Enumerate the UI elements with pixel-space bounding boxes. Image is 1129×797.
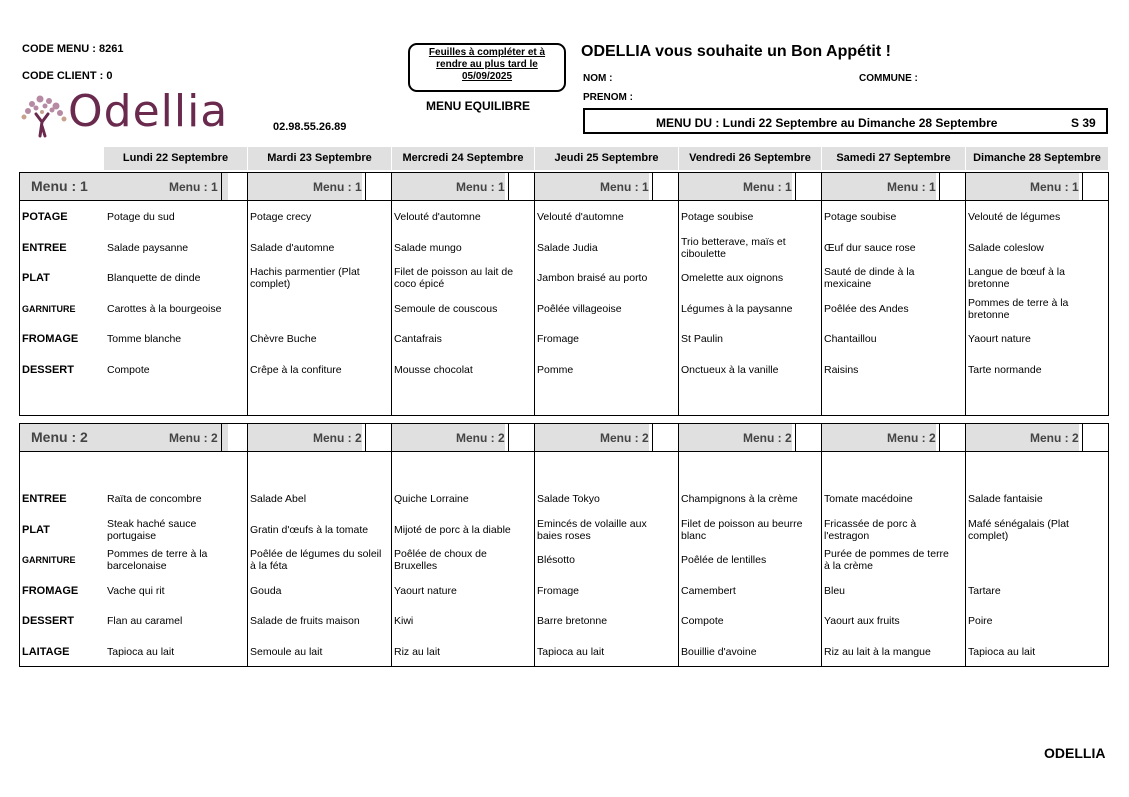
meal-cell [968, 242, 1104, 254]
meal-cell-line: Pommes de terre à la [107, 548, 208, 560]
meal-cell [681, 236, 817, 260]
meal-cell [394, 493, 530, 505]
meal-cell-line: Riz au lait [394, 645, 441, 658]
meal-cell-line: Blésotto [537, 554, 575, 566]
notice-line-2: rendre au plus tard le [436, 59, 538, 70]
day-menu-label: Menu : 1 [313, 180, 362, 194]
day-menu-label: Menu : 2 [169, 431, 218, 445]
meal-cell [537, 364, 673, 376]
meal-cell-line: Yaourt nature [968, 333, 1031, 345]
meal-cell [681, 493, 817, 505]
meal-cell-line: Bruxelles [394, 560, 438, 572]
meal-cell [394, 364, 530, 376]
meal-cell-line: Filet de poisson au lait de [394, 266, 514, 278]
meal-cell-line: Langue de bœuf à la [968, 266, 1065, 278]
meal-cell-line: Fromage [537, 333, 580, 345]
meal-cell-line: Filet de poisson au beurre [681, 517, 803, 530]
day-menu-label: Menu : 1 [743, 180, 792, 194]
meal-cell-line: baies roses [537, 529, 591, 542]
meal-cell-line: Raisins [824, 363, 859, 376]
meal-cell [824, 646, 960, 658]
day-menu-divider [508, 424, 509, 451]
category-label: FROMAGE [22, 584, 79, 597]
meal-cell-line: Velouté de légumes [968, 211, 1061, 223]
meal-cell [968, 615, 1104, 627]
meal-cell-line: Camembert [681, 584, 736, 597]
meal-cell [107, 615, 243, 627]
meal-cell [681, 646, 817, 658]
meal-cell-line: Yaourt aux fruits [824, 615, 900, 627]
meal-cell [824, 303, 960, 315]
day-menu-divider [1082, 424, 1083, 451]
meal-cell-line: Onctueux à la vanille [681, 363, 779, 376]
meal-cell-line: coco épicé [394, 278, 445, 290]
meal-cell-line: Barre bretonne [537, 615, 608, 627]
meal-cell-line: barcelonaise [107, 560, 167, 572]
footer-brand: ODELLIA [1044, 745, 1106, 761]
meal-cell-line: complet) [250, 278, 291, 290]
meal-cell-line: Tomate macédoine [824, 493, 913, 505]
meal-cell-line: Poêlée des Andes [824, 302, 909, 315]
deadline-notice [408, 43, 566, 92]
meal-cell [394, 524, 530, 536]
meal-cell-line: Gouda [250, 584, 282, 597]
meal-cell [681, 554, 817, 566]
meal-cell-line: Salade mungo [394, 241, 462, 254]
meal-cell [681, 364, 817, 376]
column-divider [391, 172, 392, 416]
meal-cell-line: Hachis parmentier (Plat [250, 266, 360, 278]
meal-cell-line: Velouté d'automne [394, 211, 481, 223]
day-menu-divider [795, 173, 796, 200]
meal-cell [394, 615, 530, 627]
company-logo: Odellia [68, 86, 229, 137]
column-divider [391, 423, 392, 667]
meal-cell-line: Kiwi [394, 615, 414, 627]
meal-cell [537, 585, 673, 597]
meal-cell-line: bretonne [968, 308, 1010, 321]
code-menu [22, 43, 124, 55]
menu-period [583, 108, 1108, 134]
meal-cell-line: Potage crecy [250, 211, 312, 223]
day-menu-label: Menu : 2 [887, 431, 936, 445]
meal-cell-line: portugaise [107, 529, 157, 542]
meal-cell [681, 615, 817, 627]
meal-cell-line: Compote [107, 363, 150, 376]
day-menu-label: Menu : 1 [456, 180, 505, 194]
meal-cell [537, 493, 673, 505]
meal-cell-line: Chèvre Buche [250, 333, 317, 345]
meal-cell [107, 333, 243, 345]
meal-cell [394, 646, 530, 658]
meal-cell-line: Flan au caramel [107, 615, 183, 627]
meal-cell-line: Poêlée de légumes du soleil [250, 548, 382, 560]
meal-cell-line: Omelette aux oignons [681, 272, 784, 284]
category-label: FROMAGE [22, 333, 79, 345]
day-menu-divider [652, 424, 653, 451]
code-menu-value: 8261 [99, 43, 124, 55]
meal-cell-line: Tapioca au lait [968, 645, 1036, 658]
meal-cell [537, 554, 673, 566]
day-header: Samedi 27 Septembre [821, 147, 965, 170]
meal-cell [394, 333, 530, 345]
greeting: ODELLIA vous souhaite un Bon Appétit ! [581, 43, 891, 60]
meal-cell-line: Légumes à la paysanne [681, 302, 793, 315]
meal-cell [537, 211, 673, 223]
meal-cell-line: Quiche Lorraine [394, 493, 469, 505]
meal-cell-line: Salade paysanne [107, 241, 189, 254]
column-divider [678, 423, 679, 667]
category-label: PLAT [22, 272, 50, 284]
menu-header-divider [19, 451, 1109, 452]
meal-cell [968, 518, 1104, 542]
meal-cell-line: Chantaillou [824, 333, 877, 345]
meal-cell-line: Tapioca au lait [537, 645, 605, 658]
column-divider [534, 172, 535, 416]
meal-cell [107, 272, 243, 284]
day-menu-divider [221, 424, 222, 451]
meal-cell-line: Œuf dur sauce rose [824, 241, 916, 254]
meal-cell-line: Purée de pommes de terre [824, 548, 949, 560]
prenom-label: PRENOM : [583, 92, 633, 103]
day-menu-label: Menu : 2 [313, 431, 362, 445]
meal-cell-line: Potage soubise [824, 211, 897, 223]
meal-cell [968, 364, 1104, 376]
day-menu-divider [939, 424, 940, 451]
meal-cell [537, 646, 673, 658]
meal-cell [824, 518, 960, 542]
meal-cell [824, 615, 960, 627]
meal-cell-line: l'estragon [824, 529, 870, 542]
tree-logo-icon [18, 92, 70, 138]
meal-cell-line: bretonne [968, 278, 1010, 290]
meal-cell-line: Poêlée villageoise [537, 302, 622, 315]
meal-cell [394, 242, 530, 254]
meal-cell [537, 242, 673, 254]
menu-title: Menu : 2 [31, 429, 88, 445]
day-menu-label: Menu : 2 [600, 431, 649, 445]
meal-cell [107, 303, 243, 315]
meal-cell [250, 266, 386, 290]
notice-line-1: Feuilles à compléter et à [428, 47, 546, 58]
meal-cell [537, 615, 673, 627]
menu-header-divider [19, 200, 1109, 201]
meal-cell-line: mexicaine [824, 278, 872, 290]
code-client [22, 70, 112, 82]
meal-cell [824, 493, 960, 505]
category-label: ENTREE [22, 493, 67, 505]
day-menu-divider [1082, 173, 1083, 200]
code-client-label: CODE CLIENT : [22, 70, 104, 82]
meal-cell-line: Poêlée de lentilles [681, 554, 767, 566]
column-divider [965, 423, 966, 667]
meal-cell [250, 333, 386, 345]
meal-cell-line: Salade d'automne [250, 241, 335, 254]
category-label: DESSERT [22, 615, 74, 627]
day-header: Lundi 22 Septembre [104, 147, 247, 170]
meal-cell-line: Sauté de dinde à la [824, 266, 915, 278]
meal-cell [824, 211, 960, 223]
meal-cell [824, 333, 960, 345]
meal-cell-line: à la féta [250, 560, 288, 572]
meal-cell [107, 646, 243, 658]
meal-cell-line: Semoule au lait [250, 645, 323, 658]
meal-cell-line: Velouté d'automne [537, 211, 624, 223]
meal-cell-line: Mafé sénégalais (Plat [968, 517, 1069, 530]
meal-cell [681, 211, 817, 223]
meal-cell [968, 297, 1104, 321]
meal-cell [250, 548, 386, 572]
meal-cell [681, 303, 817, 315]
category-label: DESSERT [22, 363, 74, 376]
meal-cell [681, 585, 817, 597]
meal-cell [968, 646, 1104, 658]
meal-cell [250, 615, 386, 627]
day-menu-label: Menu : 1 [1030, 180, 1079, 194]
category-label: POTAGE [22, 211, 68, 223]
meal-cell [107, 211, 243, 223]
meal-cell-line: Bleu [824, 584, 846, 597]
meal-cell-line: Potage du sud [107, 211, 175, 223]
meal-cell-line: Gratin d'œufs à la tomate [250, 523, 369, 536]
meal-cell [107, 364, 243, 376]
meal-cell [250, 585, 386, 597]
category-label: ENTREE [22, 241, 67, 254]
meal-cell [107, 548, 243, 572]
menu-block [19, 172, 1109, 416]
meal-cell [107, 585, 243, 597]
meal-cell [394, 266, 530, 290]
meal-cell [681, 272, 817, 284]
meal-cell-line: ciboulette [681, 247, 726, 260]
column-divider [821, 172, 822, 416]
meal-cell [250, 364, 386, 376]
meal-cell-line: Champignons à la crème [681, 493, 798, 505]
meal-cell-line: Salade Judia [537, 241, 598, 254]
meal-cell-line: Pommes de terre à la [968, 296, 1069, 309]
meal-cell-line: Yaourt nature [394, 584, 457, 597]
meal-cell-line: Steak haché sauce [107, 517, 197, 530]
meal-cell [107, 242, 243, 254]
meal-cell-line: Tartare [968, 584, 1001, 597]
day-menu-divider [365, 173, 366, 200]
category-label: LAITAGE [22, 645, 70, 658]
day-header: Mardi 23 Septembre [247, 147, 391, 170]
menu-title: Menu : 1 [31, 178, 88, 194]
meal-cell-line: à la crème [824, 560, 874, 572]
meal-cell-line: Tomme blanche [107, 333, 182, 345]
day-menu-label: Menu : 1 [887, 180, 936, 194]
meal-cell [107, 493, 243, 505]
menu-period-text: MENU DU : Lundi 22 Septembre au Dimanche 28 Septembre [656, 116, 998, 130]
column-divider [965, 172, 966, 416]
meal-cell-line: Salade de fruits maison [250, 615, 360, 627]
meal-cell [107, 518, 243, 542]
meal-cell [537, 518, 673, 542]
meal-cell-line: Blanquette de dinde [107, 272, 201, 284]
column-divider [534, 423, 535, 667]
meal-cell [968, 493, 1104, 505]
meal-cell-line: Fromage [537, 584, 580, 597]
day-header: Jeudi 25 Septembre [534, 147, 678, 170]
meal-cell-line: Compote [681, 615, 724, 627]
meal-cell-line: complet) [968, 529, 1009, 542]
meal-cell-line: Mousse chocolat [394, 363, 473, 376]
day-menu-divider [221, 173, 222, 200]
meal-cell [250, 524, 386, 536]
meal-cell-line: Poêlée de choux de [394, 548, 487, 560]
meal-cell [250, 493, 386, 505]
meal-cell-line: Mijoté de porc à la diable [394, 523, 511, 536]
meal-cell [250, 211, 386, 223]
nom-label: NOM : [583, 73, 613, 84]
code-client-value: 0 [106, 70, 113, 82]
meal-cell-line: Carottes à la bourgeoise [107, 302, 222, 315]
meal-cell [537, 333, 673, 345]
meal-cell-line: Tarte normande [968, 363, 1042, 376]
day-header: Dimanche 28 Septembre [965, 147, 1108, 170]
meal-cell-line: Potage soubise [681, 211, 754, 223]
meal-cell [968, 585, 1104, 597]
meal-cell-line: Salade fantaisie [968, 493, 1043, 505]
meal-cell [537, 272, 673, 284]
meal-cell-line: St Paulin [681, 333, 724, 345]
meal-cell [394, 211, 530, 223]
meal-cell [681, 333, 817, 345]
meal-cell-line: Vache qui rit [107, 584, 165, 597]
meal-cell-line: Bouillie d'avoine [681, 645, 757, 658]
meal-cell [968, 211, 1104, 223]
meal-cell [394, 548, 530, 572]
day-menu-divider [795, 424, 796, 451]
meal-cell-line: Salade Tokyo [537, 493, 600, 505]
meal-cell-line: Raïta de concombre [107, 493, 202, 505]
meal-cell-line: Jambon braisé au porto [537, 272, 648, 284]
category-label: GARNITURE [22, 303, 76, 314]
meal-cell [250, 646, 386, 658]
meal-cell-line: Salade Abel [250, 493, 307, 505]
day-menu-label: Menu : 2 [1030, 431, 1079, 445]
meal-cell [681, 518, 817, 542]
menu-type: MENU EQUILIBRE [426, 99, 531, 113]
meal-cell [250, 242, 386, 254]
day-menu-label: Menu : 2 [743, 431, 792, 445]
meal-cell [968, 266, 1104, 290]
day-header: Mercredi 24 Septembre [391, 147, 534, 170]
week-number: S 39 [1071, 116, 1096, 130]
meal-cell-line: Emincés de volaille aux [537, 517, 647, 530]
menu-block [19, 423, 1109, 667]
meal-cell [824, 242, 960, 254]
meal-cell [968, 333, 1104, 345]
meal-cell [537, 303, 673, 315]
notice-line-3: 05/09/2025 [461, 71, 513, 82]
day-menu-divider [652, 173, 653, 200]
meal-cell-line: Semoule de couscous [394, 302, 498, 315]
day-menu-label: Menu : 1 [600, 180, 649, 194]
meal-cell [394, 303, 530, 315]
meal-cell-line: Cantafrais [394, 333, 442, 345]
meal-cell-line: Crêpe à la confiture [250, 363, 342, 376]
meal-cell [824, 548, 960, 572]
meal-cell-line: Trio betterave, maïs et [681, 235, 786, 248]
category-label: PLAT [22, 523, 50, 536]
meal-cell-line: blanc [681, 529, 707, 542]
meal-cell [824, 364, 960, 376]
column-divider [247, 172, 248, 416]
commune-label: COMMUNE : [859, 73, 918, 84]
column-divider [247, 423, 248, 667]
meal-cell [824, 585, 960, 597]
meal-cell-line: Poire [968, 615, 993, 627]
day-menu-divider [508, 173, 509, 200]
column-divider [678, 172, 679, 416]
meal-cell [824, 266, 960, 290]
category-label: GARNITURE [22, 555, 76, 565]
meal-cell-line: Fricassée de porc à [824, 517, 917, 530]
meal-cell-line: Riz au lait à la mangue [824, 645, 931, 658]
column-divider [821, 423, 822, 667]
day-menu-divider [939, 173, 940, 200]
day-menu-label: Menu : 1 [169, 180, 218, 194]
phone-number: 02.98.55.26.89 [273, 121, 347, 133]
meal-cell-line: Tapioca au lait [107, 645, 175, 658]
day-header: Vendredi 26 Septembre [678, 147, 821, 170]
day-menu-divider [365, 424, 366, 451]
meal-cell [394, 585, 530, 597]
meal-cell-line: Pomme [537, 363, 574, 376]
day-menu-label: Menu : 2 [456, 431, 505, 445]
code-menu-label: CODE MENU : [22, 43, 96, 55]
meal-cell-line: Salade coleslow [968, 241, 1044, 254]
